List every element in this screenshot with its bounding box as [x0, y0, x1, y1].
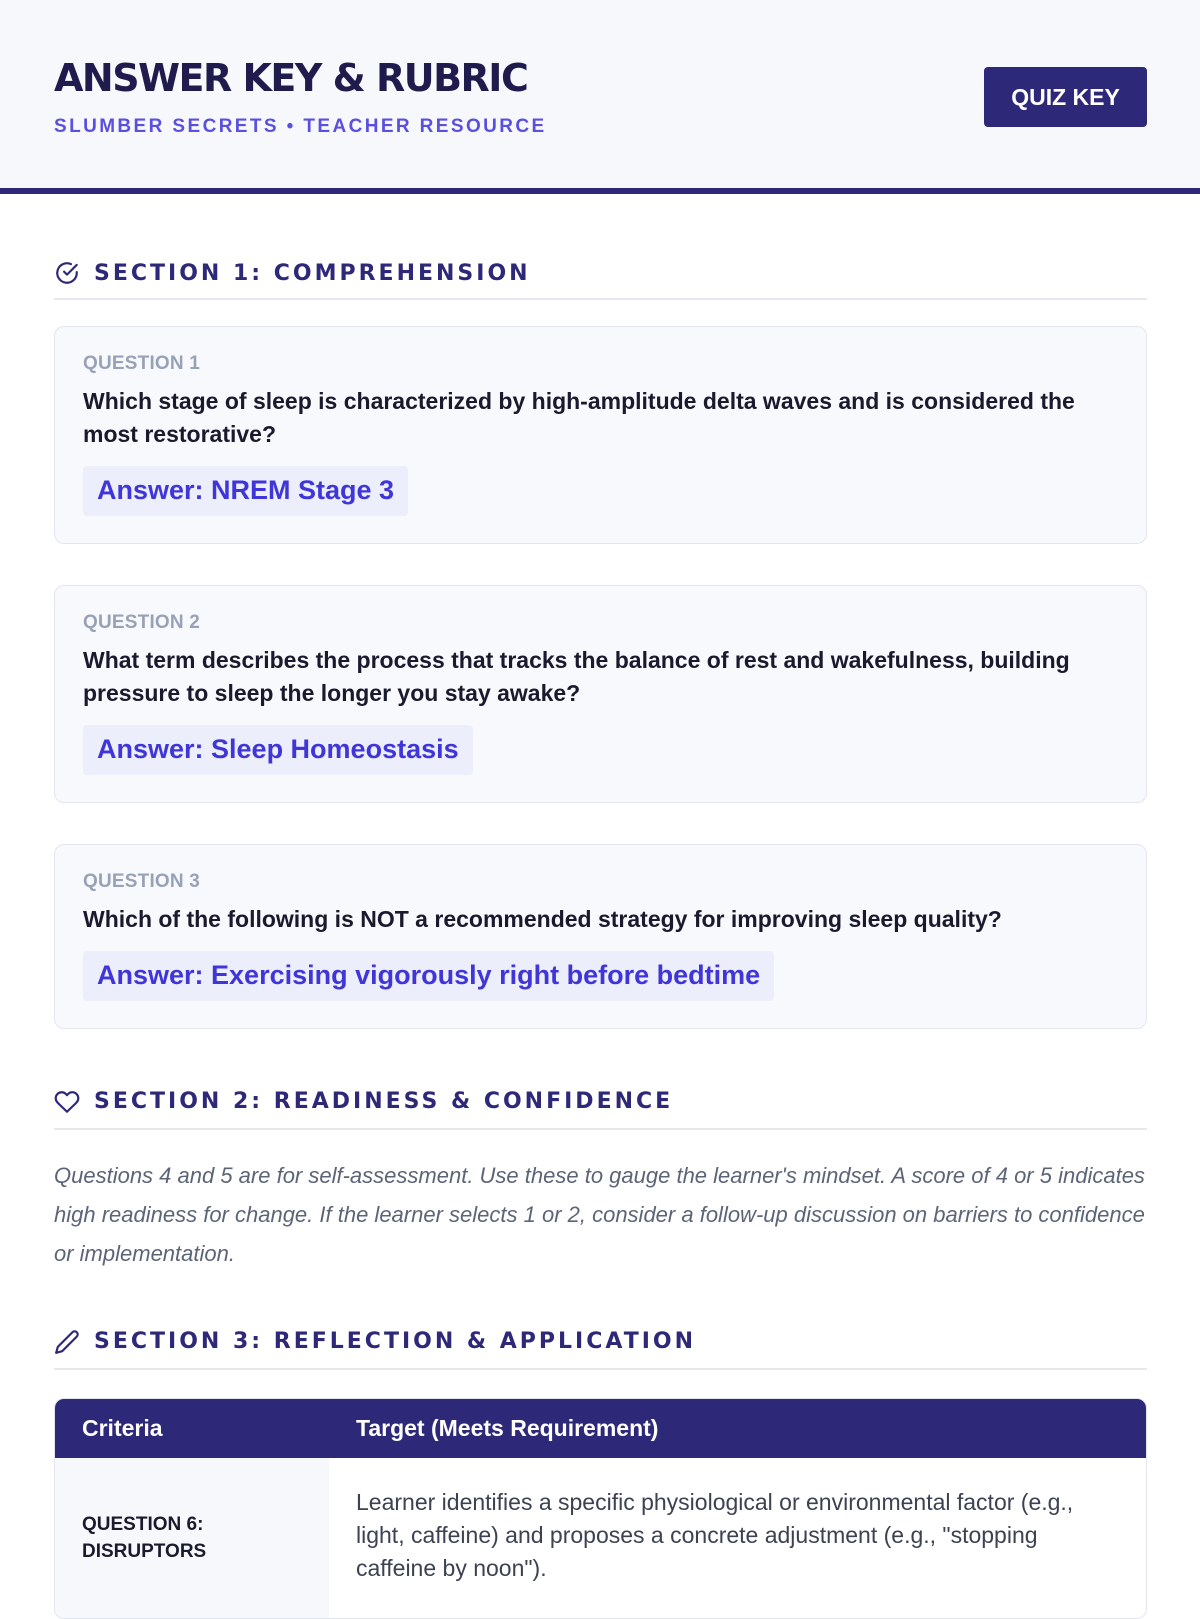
section-3-title: SECTION 3: REFLECTION & APPLICATION: [94, 1329, 696, 1354]
page-header: [0, 0, 1200, 194]
pencil-icon: [54, 1329, 80, 1355]
section-3-header: [54, 1315, 1147, 1370]
question-card-3: [54, 844, 1147, 1029]
answer-badge: Answer: Exercising vigorously right before bedtime: [83, 951, 774, 1001]
section-1-title: SECTION 1: COMPREHENSION: [94, 260, 531, 286]
column-header-target: Target (Meets Requirement): [329, 1399, 1146, 1458]
question-card-1: [54, 326, 1147, 544]
question-label: QUESTION 3: [83, 871, 201, 892]
question-text: Which stage of sleep is characterized by high-amplitude delta waves and is considered the most restorative?: [83, 388, 1075, 447]
rubric-table: [54, 1398, 1147, 1619]
readiness-note: Questions 4 and 5 are for self-assessment. Use these to gauge the learner's mindset. A score of 4 or 5 indicates high readiness for change. If the learner selects 1 or 2, consider a follow-up discussion on barriers to confidence or implementation.: [54, 1163, 1145, 1266]
heart-icon: [54, 1089, 80, 1115]
answer-badge: Answer: NREM Stage 3: [83, 466, 408, 516]
quiz-key-button[interactable]: QUIZ KEY: [984, 67, 1147, 127]
check-circle-icon: [54, 260, 80, 286]
section-2-header: [54, 1075, 1147, 1130]
criteria-cell: QUESTION 6: DISRUPTORS: [55, 1458, 329, 1618]
target-cell: Learner identifies a specific physiological or environmental factor (e.g., light, caffeine) and proposes a concrete adjustment (e.g., "stopping caffeine by noon").: [356, 1489, 1074, 1581]
section-2-title: SECTION 2: READINESS & CONFIDENCE: [94, 1089, 674, 1114]
answer-badge: Answer: Sleep Homeostasis: [83, 725, 473, 775]
table-row: [55, 1458, 1146, 1618]
question-card-2: [54, 585, 1147, 803]
main-content: [0, 248, 1200, 1619]
question-text: What term describes the process that tracks the balance of rest and wakefulness, building pressure to sleep the longer you stay awake?: [83, 647, 1070, 706]
page-title: ANSWER KEY & RUBRIC: [54, 56, 528, 100]
table-header-row: [55, 1399, 1146, 1458]
page-subtitle: SLUMBER SECRETS • TEACHER RESOURCE: [54, 116, 547, 137]
column-header-criteria: Criteria: [55, 1399, 329, 1458]
question-label: QUESTION 2: [83, 612, 201, 633]
question-text: Which of the following is NOT a recommended strategy for improving sleep quality?: [83, 906, 1002, 932]
question-label: QUESTION 1: [83, 353, 201, 374]
section-1-header: [54, 248, 1147, 300]
